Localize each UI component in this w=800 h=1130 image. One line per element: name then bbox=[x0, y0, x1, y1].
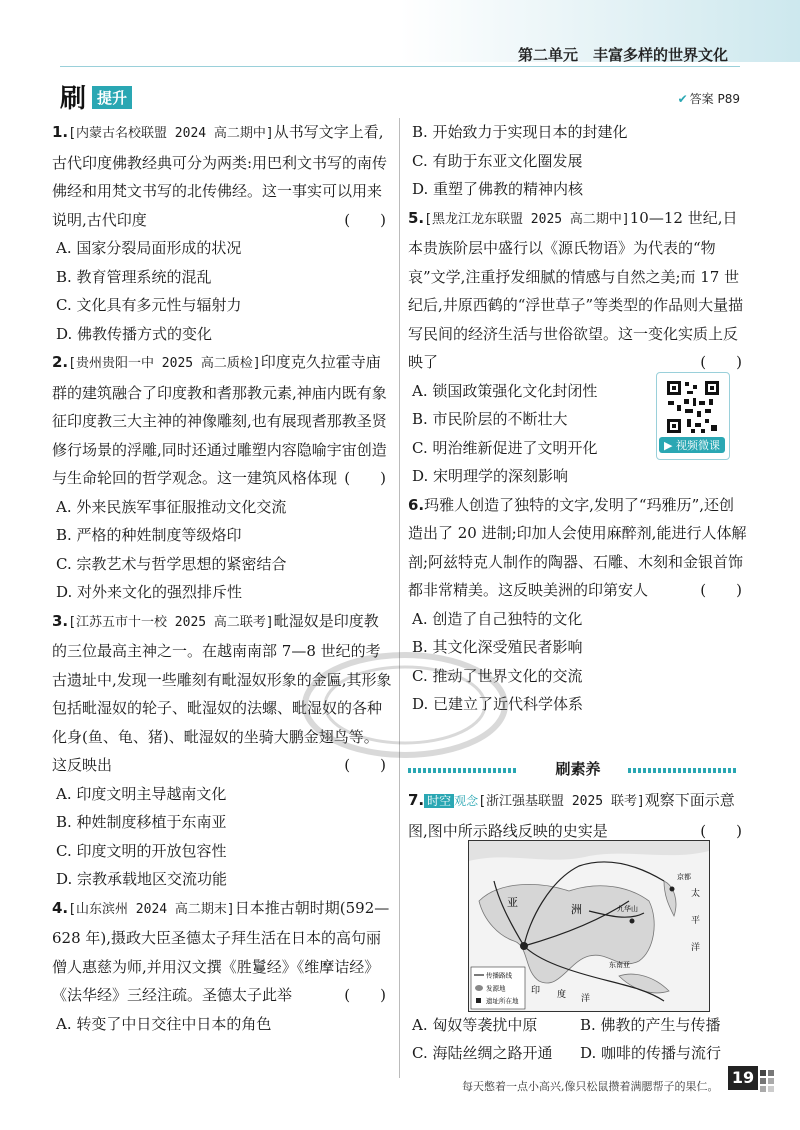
option-a: A. 创造了自己独特的文化 bbox=[412, 609, 583, 628]
answer-paren: ( ) bbox=[344, 210, 386, 229]
question-stem: 印度克久拉霍寺庙群的建筑融合了印度教和耆那教元素,神庙内既有象征印度教三大主神的神像雕刻,也有展现耆那教圣贤修行场景的浮雕,同时还通过雕塑内容隐喻宇宙创造与生命轮回的哲学观念。这一建筑风格体现 bbox=[52, 353, 387, 487]
unit-title: 第二单元 丰富多样的世界文化 bbox=[517, 46, 728, 64]
question-source: [江苏五市十一校 2025 高二联考] bbox=[68, 614, 274, 630]
question-source: [内蒙古名校联盟 2024 高二期中] bbox=[68, 126, 274, 141]
map-label: 洋 bbox=[691, 943, 701, 953]
map-label: 洋 bbox=[581, 994, 591, 1004]
question-stem: 毗湿奴是印度教的三位最高主神之一。在越南南部 7—8 世纪的考古遗址中,发现一些雕刻有毗湿奴形象的金匾,其形象包括毗湿奴的轮子、毗湿奴的法螺、毗湿奴的各种化身(鱼、龟、猪)、毗湿奴的坐骑大鹏金翅鸟等。这反映出 bbox=[52, 611, 392, 774]
left-column bbox=[52, 118, 392, 1038]
option-c: C. 文化具有多元性与辐射力 bbox=[56, 296, 242, 314]
question-stem: 10—12 世纪,日本贵族阶层中盛行以《源氏物语》为代表的“物哀”文学,注重抒发细腻的情感与自然之美;而 17 世纪后,井原西鹤的“浮世草子”等类型的作品则大量描写民间的经济生活与世俗欲望。这一变化实质上反映了 bbox=[408, 208, 744, 371]
site-marker bbox=[630, 919, 635, 924]
legend-label: 遗址所在地 bbox=[486, 997, 519, 1005]
route-map bbox=[468, 840, 710, 1012]
q7-options-row-2 bbox=[412, 1042, 752, 1063]
qr-code-icon bbox=[665, 379, 721, 435]
question-number: 6. bbox=[408, 495, 425, 514]
question-stem: 从书写文字上看,古代印度佛教经典可分为两类:用巴利文书写的南传佛经和用梵文书写的北传佛经。这一事实可以用来说明,古代印度 bbox=[52, 123, 388, 229]
answer-paren: ( ) bbox=[700, 353, 742, 371]
answer-paren: ( ) bbox=[344, 986, 386, 1004]
answer-reference-text: 答案 P89 bbox=[689, 92, 740, 106]
answer-paren: ( ) bbox=[344, 469, 386, 487]
question-stem: 玛雅人创造了独特的文字,发明了“玛雅历”,还创造出了 20 进制;印加人会使用麻醉剂,能进行人体解剖;阿兹特克人制作的陶器、石雕、木刻和金银首饰都非常精美。这反映美洲的印第安人 bbox=[408, 495, 747, 599]
option-c: C. 推动了世界文化的交流 bbox=[412, 666, 583, 685]
map-label: 平 bbox=[691, 916, 701, 926]
origin-marker bbox=[520, 942, 528, 950]
question-source: [浙江强基联盟 2025 联考] bbox=[478, 794, 645, 809]
question-1 bbox=[52, 118, 392, 348]
question-number: 2. bbox=[52, 353, 69, 371]
option-c: C. 明治维新促进了文明开化 bbox=[412, 438, 598, 457]
legend-label: 传播路线 bbox=[486, 971, 512, 980]
section-badge bbox=[54, 78, 146, 112]
answer-reference bbox=[678, 90, 740, 107]
context-tag: 时空 bbox=[424, 794, 454, 808]
answer-paren: ( ) bbox=[700, 821, 742, 840]
option-b: B. 开始致力于实现日本的封建化 bbox=[412, 123, 628, 141]
map-label: 印 bbox=[531, 986, 541, 996]
column-divider bbox=[399, 118, 400, 1078]
legend-origin-icon bbox=[475, 985, 483, 991]
option-d: D. 宗教承载地区交流功能 bbox=[56, 870, 228, 888]
map-legend bbox=[471, 967, 525, 1009]
option-b: B. 教育管理系统的混乱 bbox=[56, 267, 212, 286]
video-qr-code[interactable] bbox=[656, 372, 730, 460]
legend-site-icon bbox=[476, 998, 481, 1003]
question-source: [贵州贵阳一中 2025 高二质检] bbox=[68, 356, 261, 371]
option-c: C. 宗教艺术与哲学思想的紧密结合 bbox=[56, 554, 287, 573]
option-d: D. 已建立了近代科学体系 bbox=[412, 695, 584, 713]
option-d: D. 宋明理学的深刻影响 bbox=[412, 467, 569, 485]
question-number: 1. bbox=[52, 123, 69, 141]
site-marker bbox=[670, 887, 675, 892]
option-d: D. 咖啡的传播与流行 bbox=[580, 1044, 722, 1062]
option-a: A. 匈奴等袭扰中原 bbox=[412, 1016, 538, 1034]
page-number: 19 bbox=[728, 1066, 758, 1090]
map-label: 亚 bbox=[507, 896, 518, 909]
question-4 bbox=[52, 894, 392, 1039]
question-number: 5. bbox=[408, 208, 425, 227]
footer-motto: 每天憋着一点小高兴,像只松鼠攒着满腮帮子的果仁。 bbox=[462, 1080, 719, 1093]
map-label: 洲 bbox=[571, 903, 582, 916]
map-label: 九华山 bbox=[617, 905, 638, 913]
question-source: [黑龙江龙东联盟 2025 高二期中] bbox=[424, 211, 630, 227]
section-badge-big: 刷 bbox=[60, 84, 87, 114]
question-6 bbox=[408, 491, 748, 719]
option-c: C. 海陆丝绸之路开通 bbox=[412, 1044, 553, 1062]
option-a: A. 国家分裂局面形成的状况 bbox=[56, 239, 242, 257]
question-2 bbox=[52, 348, 392, 607]
sub-section-header bbox=[408, 758, 748, 782]
option-b: B. 佛教的产生与传播 bbox=[580, 1016, 721, 1034]
option-b: B. 其文化深受殖民者影响 bbox=[412, 638, 583, 656]
option-b: B. 市民阶层的不断壮大 bbox=[412, 410, 568, 428]
map-label: 京都 bbox=[677, 873, 691, 881]
question-stem: 观察下面示意图,图中所示路线反映的史实是 bbox=[408, 791, 735, 840]
header-divider bbox=[60, 66, 740, 67]
option-d: D. 佛教传播方式的变化 bbox=[56, 324, 213, 343]
question-7 bbox=[408, 786, 748, 845]
option-c: C. 有助于东亚文化圈发展 bbox=[412, 151, 583, 170]
sub-section-title: 刷素养 bbox=[555, 760, 601, 778]
video-lesson-label[interactable]: ▶ 视频微课 bbox=[659, 437, 725, 453]
page-corner-decoration bbox=[760, 1070, 774, 1094]
option-a: A. 转变了中日交往中日本的角色 bbox=[56, 1014, 272, 1033]
option-a: A. 锁国政策强化文化封闭性 bbox=[412, 381, 598, 400]
option-d: D. 对外来文化的强烈排斥性 bbox=[56, 583, 243, 601]
answer-paren: ( ) bbox=[700, 581, 742, 599]
question-3 bbox=[52, 607, 392, 894]
video-lesson-label-text: 视频微课 bbox=[675, 439, 720, 452]
question-stem: 日本推古朝时期(592—628 年),摄政大臣圣德太子拜生活在日本的高句丽僧人惠慈为师,并用汉文撰《胜鬘经》《维摩诘经》《法华经》三经注疏。圣德太子此举 bbox=[52, 898, 390, 1004]
section-badge-small: 提升 bbox=[92, 86, 132, 109]
legend-label: 发源地 bbox=[486, 984, 506, 993]
question-4-continued bbox=[408, 118, 748, 204]
map-label: 东南亚 bbox=[609, 961, 630, 969]
question-number: 4. bbox=[52, 898, 69, 917]
option-b: B. 严格的种姓制度等级烙印 bbox=[56, 526, 242, 544]
q7-options-row-1 bbox=[412, 1014, 752, 1035]
option-b: B. 种姓制度移植于东南亚 bbox=[56, 813, 227, 831]
question-number: 7. bbox=[408, 791, 425, 809]
stripe-decoration bbox=[408, 768, 518, 773]
question-source: [山东滨州 2024 高二期末] bbox=[68, 901, 235, 917]
answer-paren: ( ) bbox=[344, 756, 386, 774]
option-a: A. 外来民族军事征服推动文化交流 bbox=[56, 497, 287, 516]
map-label: 太 bbox=[691, 889, 701, 899]
checkmark-icon: ✔ bbox=[677, 92, 688, 106]
context-tag-secondary: 观念 bbox=[454, 794, 479, 808]
option-a: A. 印度文明主导越南文化 bbox=[56, 784, 227, 803]
map-label: 度 bbox=[557, 990, 567, 1000]
stripe-decoration bbox=[628, 768, 738, 773]
option-c: C. 印度文明的开放包容性 bbox=[56, 841, 227, 860]
option-d: D. 重塑了佛教的精神内核 bbox=[412, 180, 584, 198]
question-number: 3. bbox=[52, 611, 69, 630]
